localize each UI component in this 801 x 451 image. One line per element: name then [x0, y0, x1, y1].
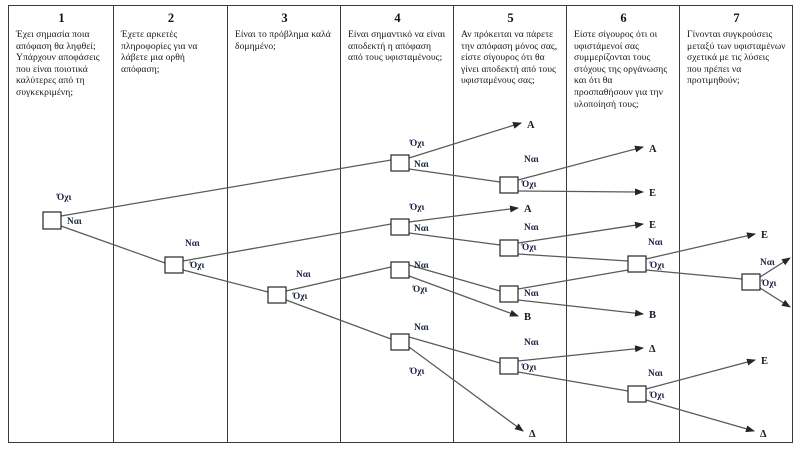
tree-edge [518, 372, 628, 391]
outcome-label: Δ [529, 429, 536, 440]
edge-label: Ναι [185, 239, 200, 249]
edge-label: Ναι [524, 289, 539, 299]
tree-edge [409, 123, 521, 158]
tree-edge [61, 226, 165, 263]
decision-node[interactable] [391, 219, 409, 235]
tree-edge [760, 288, 790, 307]
decision-node[interactable] [628, 386, 646, 402]
tree-edge [409, 208, 518, 222]
column-number-7: 7 [733, 11, 740, 25]
column-number-6: 6 [620, 11, 627, 25]
edge-label: Όχι [762, 279, 777, 289]
decision-node[interactable] [391, 334, 409, 350]
edge-label: Ναι [524, 338, 539, 348]
edge-label: Όχι [57, 193, 72, 203]
tree-edge [518, 270, 628, 289]
decision-node[interactable] [742, 274, 760, 290]
outcome-label: Δ [649, 344, 656, 355]
outcome-label: A [527, 120, 535, 131]
edge-label: Ναι [524, 155, 539, 165]
edge-label: Όχι [650, 261, 665, 271]
column-question-5: Αν πρόκειται να πάρετε την απόφαση μόνος σας, είστε σίγουρος ότι θα γίνει αποδεκτή από τους υφισταμένους σας; [461, 29, 558, 87]
tree-edge [646, 270, 742, 279]
tree-edge [518, 254, 628, 261]
decision-node[interactable] [628, 256, 646, 272]
edge-label: Ναι [648, 369, 663, 379]
edge-label: Ναι [414, 261, 429, 271]
tree-edge [518, 348, 643, 361]
edge-label: Όχι [190, 261, 205, 271]
column-question-4: Είναι σημαντικό να είναι αποδεκτή η απόφαση από τους υφισταμένους; [348, 29, 446, 64]
edge-label: Ναι [648, 238, 663, 248]
decision-node[interactable] [43, 212, 61, 229]
column-question-6: Είστε σίγουρος ότι οι υφιστάμενοί σας συμμερίζονται τους στόχους της οργάνωσης και ότι θα προσπαθήσουν για την υλοποίησή τους; [574, 29, 668, 110]
edge-label: Ναι [67, 217, 82, 227]
decision-node[interactable] [500, 286, 518, 302]
outcome-label: E [761, 356, 769, 367]
tree-edge [518, 191, 643, 192]
edge-label: Όχι [413, 285, 428, 295]
edge-label: Όχι [522, 363, 537, 373]
edge-label: Όχι [410, 139, 425, 149]
tree-edge [409, 169, 500, 182]
outcome-label: A [524, 204, 532, 215]
decision-node[interactable] [500, 240, 518, 256]
column-question-1: Έχει σημασία ποια απόφαση θα ληφθεί; Υπάρχουν αποφάσεις που είναι ποιοτικά καλύτερες από τη συγκεκριμένη; [16, 29, 100, 98]
column-number-1: 1 [58, 11, 65, 25]
column-number-2: 2 [167, 11, 175, 25]
edge-label: Όχι [410, 367, 425, 377]
edge-label: Ναι [296, 270, 311, 280]
column-number-3: 3 [281, 11, 288, 25]
outcome-label: E [649, 188, 657, 199]
outcome-label: Δ [760, 429, 767, 440]
edge-label: Ναι [414, 323, 429, 333]
outcome-label: B [649, 310, 657, 321]
edge-label: Όχι [410, 203, 425, 213]
tree-edge [286, 300, 391, 339]
decision-node[interactable] [391, 155, 409, 171]
column-question-7: Γίνονται συγκρούσεις μεταξύ των υφισταμένων σχετικά με τις λύσεις που πρέπει να προτιμηθούν; [687, 29, 786, 87]
edge-label: Ναι [760, 258, 775, 268]
tree-edge [409, 233, 500, 245]
outcome-label: E [761, 230, 769, 241]
tree-edge [518, 300, 643, 314]
edge-label: Ναι [524, 223, 539, 233]
tree-edge-labels [56, 139, 777, 401]
column-question-2: Έχετε αρκετές πληροφορίες για να λάβετε μια ορθή απόφαση; [121, 29, 198, 75]
decision-node[interactable] [268, 287, 286, 303]
edge-label: Όχι [522, 243, 537, 253]
column-number-4: 4 [394, 11, 401, 25]
tree-edge [646, 400, 754, 431]
tree-edge [183, 270, 268, 292]
edge-label: Ναι [414, 160, 429, 170]
outcome-label: E [649, 220, 657, 231]
tree-edge [61, 160, 391, 216]
decision-node[interactable] [391, 262, 409, 278]
decision-node[interactable] [500, 358, 518, 374]
tree-edge [409, 337, 500, 363]
outcome-label: B [524, 312, 532, 323]
edge-label: Όχι [293, 292, 308, 302]
decision-node[interactable] [500, 177, 518, 193]
tree-edge [183, 224, 391, 261]
column-question-3: Είναι το πρόβλημα καλά δομημένο; [235, 29, 331, 52]
decision-node[interactable] [165, 257, 183, 273]
edge-label: Όχι [650, 391, 665, 401]
edge-label: Ναι [414, 224, 429, 234]
outcome-label: A [649, 144, 657, 155]
edge-label: Όχι [522, 180, 537, 190]
column-number-5: 5 [507, 11, 514, 25]
